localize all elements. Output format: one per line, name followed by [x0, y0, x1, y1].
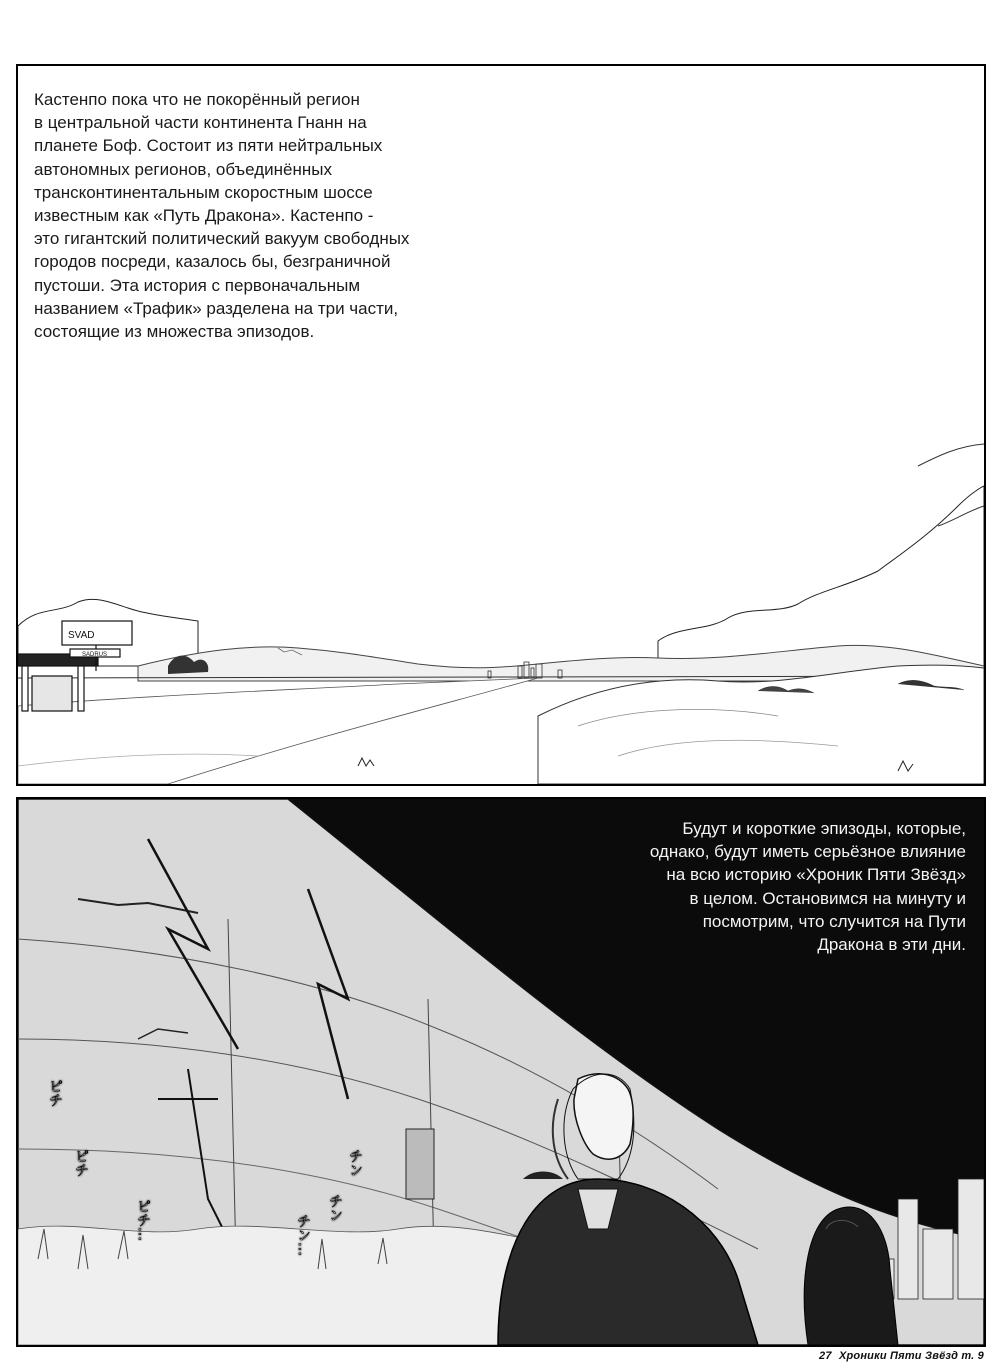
- sfx-drip-left-1: ピチ: [47, 1079, 63, 1107]
- panel-desert-landscape: [16, 64, 986, 786]
- narration-intro: Кастенпо пока что не покорённый регион в центральной части континента Гнанн на планете Боф. Состоит из пяти нейтральных автономных регионов, объединённых трансконтинентальным скоростным шоссе известным как «Путь Дракона». Кастенпо - это гигантский политический вакуум свободных городов посреди, казалось бы, безграничной пустоши. Эта история с первоначальным названием «Трафик» разделена на три части, состоящие из множества эпизодов.: [34, 90, 410, 342]
- station-sign-subtext: SADRUS: [82, 652, 108, 658]
- panel-night-wall: [16, 797, 986, 1347]
- sfx-drip-left-2: ピチ: [73, 1149, 89, 1177]
- page-number: 27: [819, 1350, 832, 1362]
- book-title: Хроники Пяти Звёзд т. 9: [838, 1350, 984, 1362]
- sfx-drip-left-3: ピチ…: [135, 1199, 151, 1241]
- station-sign-text: SVAD: [68, 630, 95, 641]
- narration-outro: Будут и короткие эпизоды, которые, однако, будут иметь серьёзное влияние на всю историю «Хроник Пяти Звёзд» в целом. Остановимся на минуту и посмотрим, что случится на Пути Дракона в эти дни.: [649, 819, 966, 955]
- sfx-chin-3: チン…: [295, 1214, 311, 1256]
- sfx-chin-1: チン: [347, 1149, 363, 1177]
- page-footer: [815, 1350, 984, 1362]
- sfx-chin-2: チン: [327, 1194, 343, 1222]
